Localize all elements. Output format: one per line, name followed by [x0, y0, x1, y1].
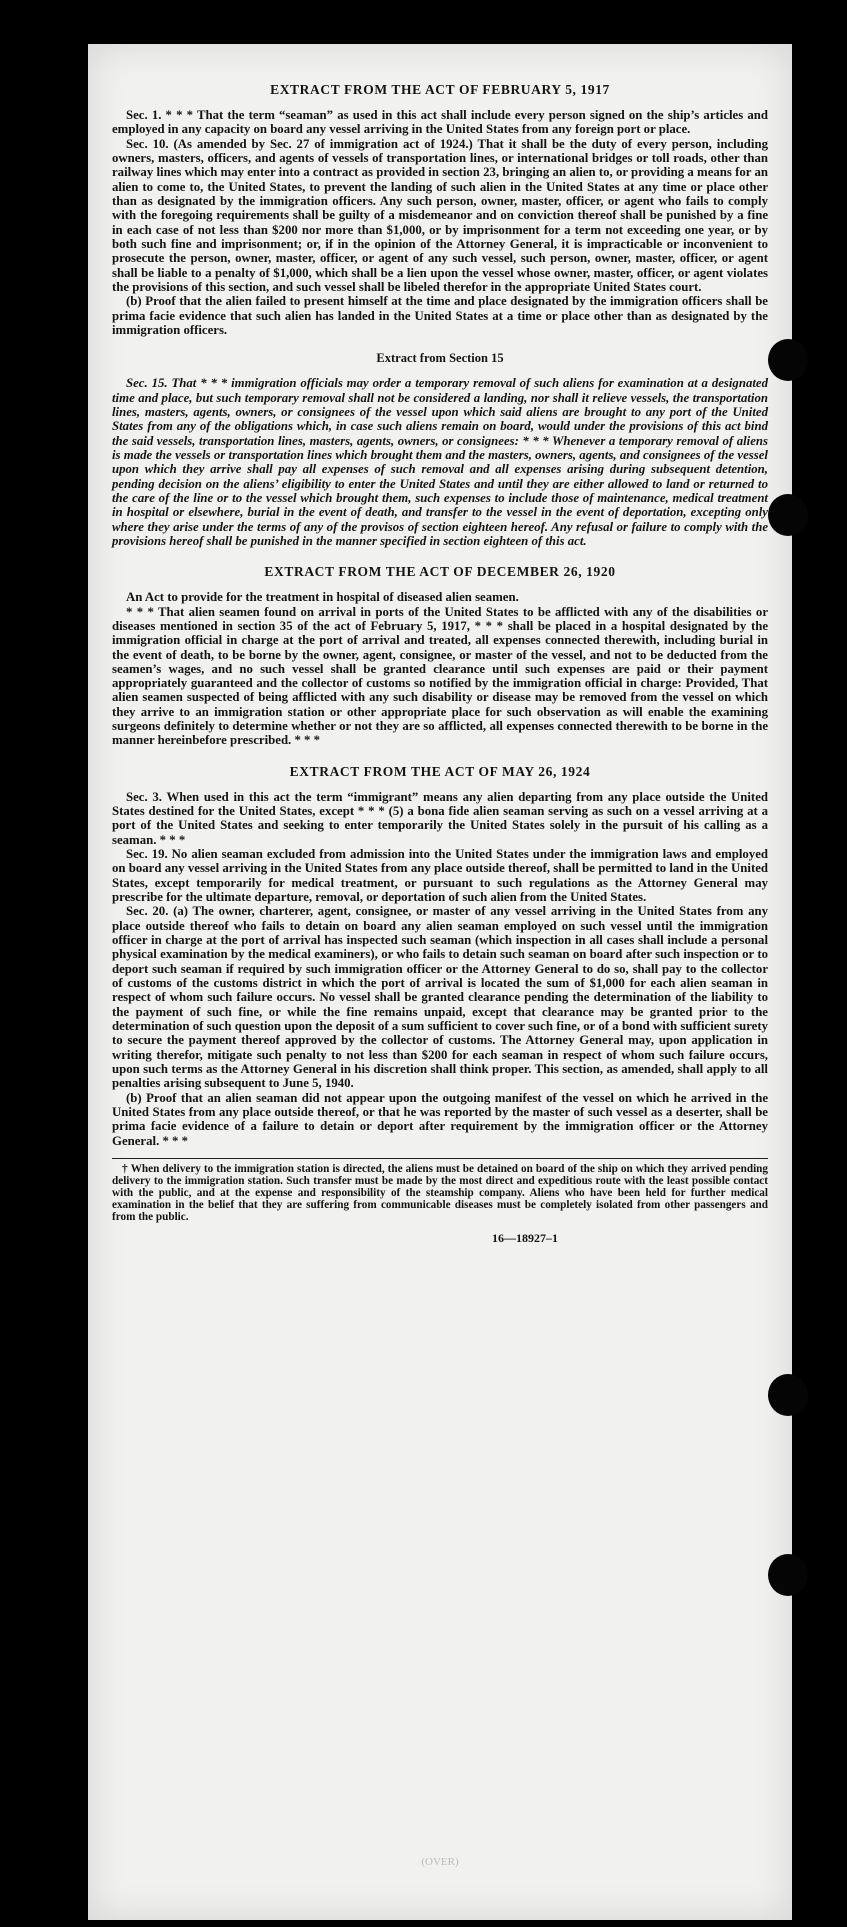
- heading-act-1920: EXTRACT FROM THE ACT OF DECEMBER 26, 1920: [264, 564, 616, 580]
- footnote-text: † When delivery to the immigration station is directed, the aliens must be detained on board of the ship on which they arrived pending delivery to the immigration station. Such transfer must be made by the most direct and expeditious route with the least possible contact with the public, and at the expense and responsibility of the steamship company. Aliens who have been held for further medical examination in the belief that they are suffering from communicable diseases must be completely isolated from other passengers and from the public.: [112, 1163, 768, 1224]
- paragraph-sec-3: Sec. 3. When used in this act the term “immigrant” means any alien departing from any place outside the United States destined for the United States, except * * * (5) a bona fide alien seaman serving as such on a vessel arriving at a port of the United States and seeking to enter temporarily the United States solely in the pursuit of his calling as a seaman. * * *: [112, 789, 768, 847]
- punch-hole-icon: [768, 1374, 808, 1416]
- heading-act-1924: EXTRACT FROM THE ACT OF MAY 26, 1924: [289, 763, 591, 779]
- paragraph-act-1920-title: An Act to provide for the treatment in hospital of diseased alien seamen.: [126, 590, 519, 605]
- paragraph-sec-20-b: (b) Proof that an alien seaman did not appear upon the outgoing manifest of the vessel on which he arrived in the United States from any place outside thereof, or that he was reported by the master of such vessel as a deserter, shall be prima facie evidence of a failure to detain or deport after requirement by the immigration officer or the Attorney General. * * *: [112, 1090, 768, 1148]
- paragraph-sec-10-b: (b) Proof that the alien failed to present himself at the time and place designated by the immigration officers shall be prima facie evidence that such alien has landed in the United States at a time or place other than as designated by the immigration officers.: [112, 294, 768, 337]
- paragraph-sec-19: Sec. 19. No alien seaman excluded from admission into the United States under the immigration laws and employed on board any vessel arriving in the United States from any place outside thereof, shall be permitted to land in the United States, except temporarily for medical treatment, or pursuant to such regulations as the Attorney General may prescribe for the ultimate departure, removal, or deportation of such alien from the United States.: [112, 847, 768, 905]
- footnote: [112, 1158, 768, 1223]
- paragraph-sec-15: Sec. 15. That * * * immigration officials may order a temporary removal of such aliens for examination at a designated time and place, but such temporary removal shall not be considered a landing, nor shall it relieve vessels, the transportation lines, masters, agents, owners, or consignees of the vessel upon which said aliens are brought to any port of the United States from any of the obligations which, in case such aliens remain on board, would under the provisions of this act bind the said vessels, transportation lines, masters, agents, owners, or consignees: * * * Whenever a temporary removal of aliens is made the vessels or transportation lines which brought them and the masters, owners, agents, and consignees of the vessel upon which they arrive shall pay all expenses of such removal and all expenses arising during subsequent detention, pending decision on the aliens’ eligibility to enter the United States and until they are either allowed to land or returned to the care of the line or to the vessel which brought them, such expenses to include those of maintenance, medical treatment in hospital or elsewhere, burial in the event of death, and transfer to the vessel in the event of deportation, excepting only where they arise under the terms of any of the provisos of section eighteen hereof. Any refusal or failure to comply with the provisions hereof shall be punished in the manner specified in section eighteen of this act.: [112, 376, 768, 548]
- form-code: 16—18927–1: [492, 1231, 558, 1246]
- faded-stamp: (OVER): [421, 1856, 459, 1868]
- punch-hole-icon: [768, 1554, 808, 1596]
- paragraph-sec-10: Sec. 10. (As amended by Sec. 27 of immigration act of 1924.) That it shall be the duty of every person, including owners, masters, officers, and agents of vessels of transportation lines, or international bridges or toll roads, other than railway lines which may enter into a contract as provided in section 23, bringing an alien to, or providing a means for an alien to come to, the United States, to prevent the landing of such alien in the United States at any time or place other than as designated by the immigration officers. Any such person, owner, master, officer, or agent who fails to comply with the foregoing requirements shall be guilty of a misdemeanor and on conviction thereof shall be punished by a fine in each case of not less than $200 nor more than $1,000, or by imprisonment for a term not exceeding one year, or by both such fine and imprisonment; or, if in the opinion of the Attorney General, it is impracticable or inconvenient to prosecute the person, owner, master, officer, or agent of any such vessel, such person, owner, master, officer, or agent shall be liable to a penalty of $1,000, which shall be a lien upon the vessel whose owner, master, officer, or agent violates the provisions of this section, and such vessel shall be libeled therefor in the appropriate United States court.: [112, 136, 768, 294]
- paragraph-sec-20-a: Sec. 20. (a) The owner, charterer, agent, consignee, or master of any vessel arriving in the United States from any place outside thereof who fails to detain on board any alien seaman employed on such vessel until the immigration officer in charge at the port of arrival has inspected such seaman (which inspection in all cases shall include a personal physical examination by the medical examiners), or who fails to detain such seaman on board after such inspection or to deport such seaman if required by such immigration officer or the Attorney General to do so, shall pay to the collector of customs of the customs district in which the port of arrival is located the sum of $1,000 for each alien seaman in respect of whom such failure occurs. No vessel shall be granted clearance pending the determination of the liability to the payment of such fine, or while the fine remains unpaid, except that clearance may be granted prior to the determination of such question upon the deposit of a sum sufficient to cover such fine, or of a bond with sufficient surety to secure the payment thereof approved by the collector of customs. The Attorney General may, upon application in writing therefor, mitigate such penalty to not less than $200 for each seaman in respect of whom such failure occurs, upon such terms as the Attorney General in his discretion shall think proper. This section, as amended, shall apply to all penalties arising subsequent to June 5, 1940.: [112, 904, 768, 1091]
- heading-section-15: Extract from Section 15: [376, 351, 504, 366]
- heading-act-1917: EXTRACT FROM THE ACT OF FEBRUARY 5, 1917: [270, 82, 610, 97]
- paragraph-act-1920-body: * * * That alien seamen found on arrival in ports of the United States to be afflicted with any of the disabilities or diseases mentioned in section 35 of the act of February 5, 1917, * * * shall be placed in a hospital designated by the immigration official in charge at the port of arrival and treated, all expenses connected therewith, including burial in the event of death, to be borne by the owner, agent, consignee, or master of the vessel, and not to be deducted from the seamen’s wages, and no such vessel shall be granted clearance until such expenses are paid or their payment appropriately guaranteed and the collector of customs so notified by the immigration official in charge: Provided, That alien seamen suspected of being afflicted with any such disability or disease may be removed from the vessel on which they arrive to an immigration station or other appropriate place for such observation as will enable the examining surgeons definitely to determine whether or not they are so afflicted, all expenses connected therewith to be borne in the manner hereinbefore prescribed. * * *: [112, 604, 768, 748]
- document-page: [88, 44, 792, 1920]
- punch-hole-icon: [768, 339, 808, 381]
- paragraph-sec-1: Sec. 1. * * * That the term “seaman” as used in this act shall include every person signed on the ship’s articles and employed in any capacity on board any vessel arriving in the United States from any foreign port or place.: [112, 108, 768, 137]
- punch-hole-icon: [768, 494, 808, 536]
